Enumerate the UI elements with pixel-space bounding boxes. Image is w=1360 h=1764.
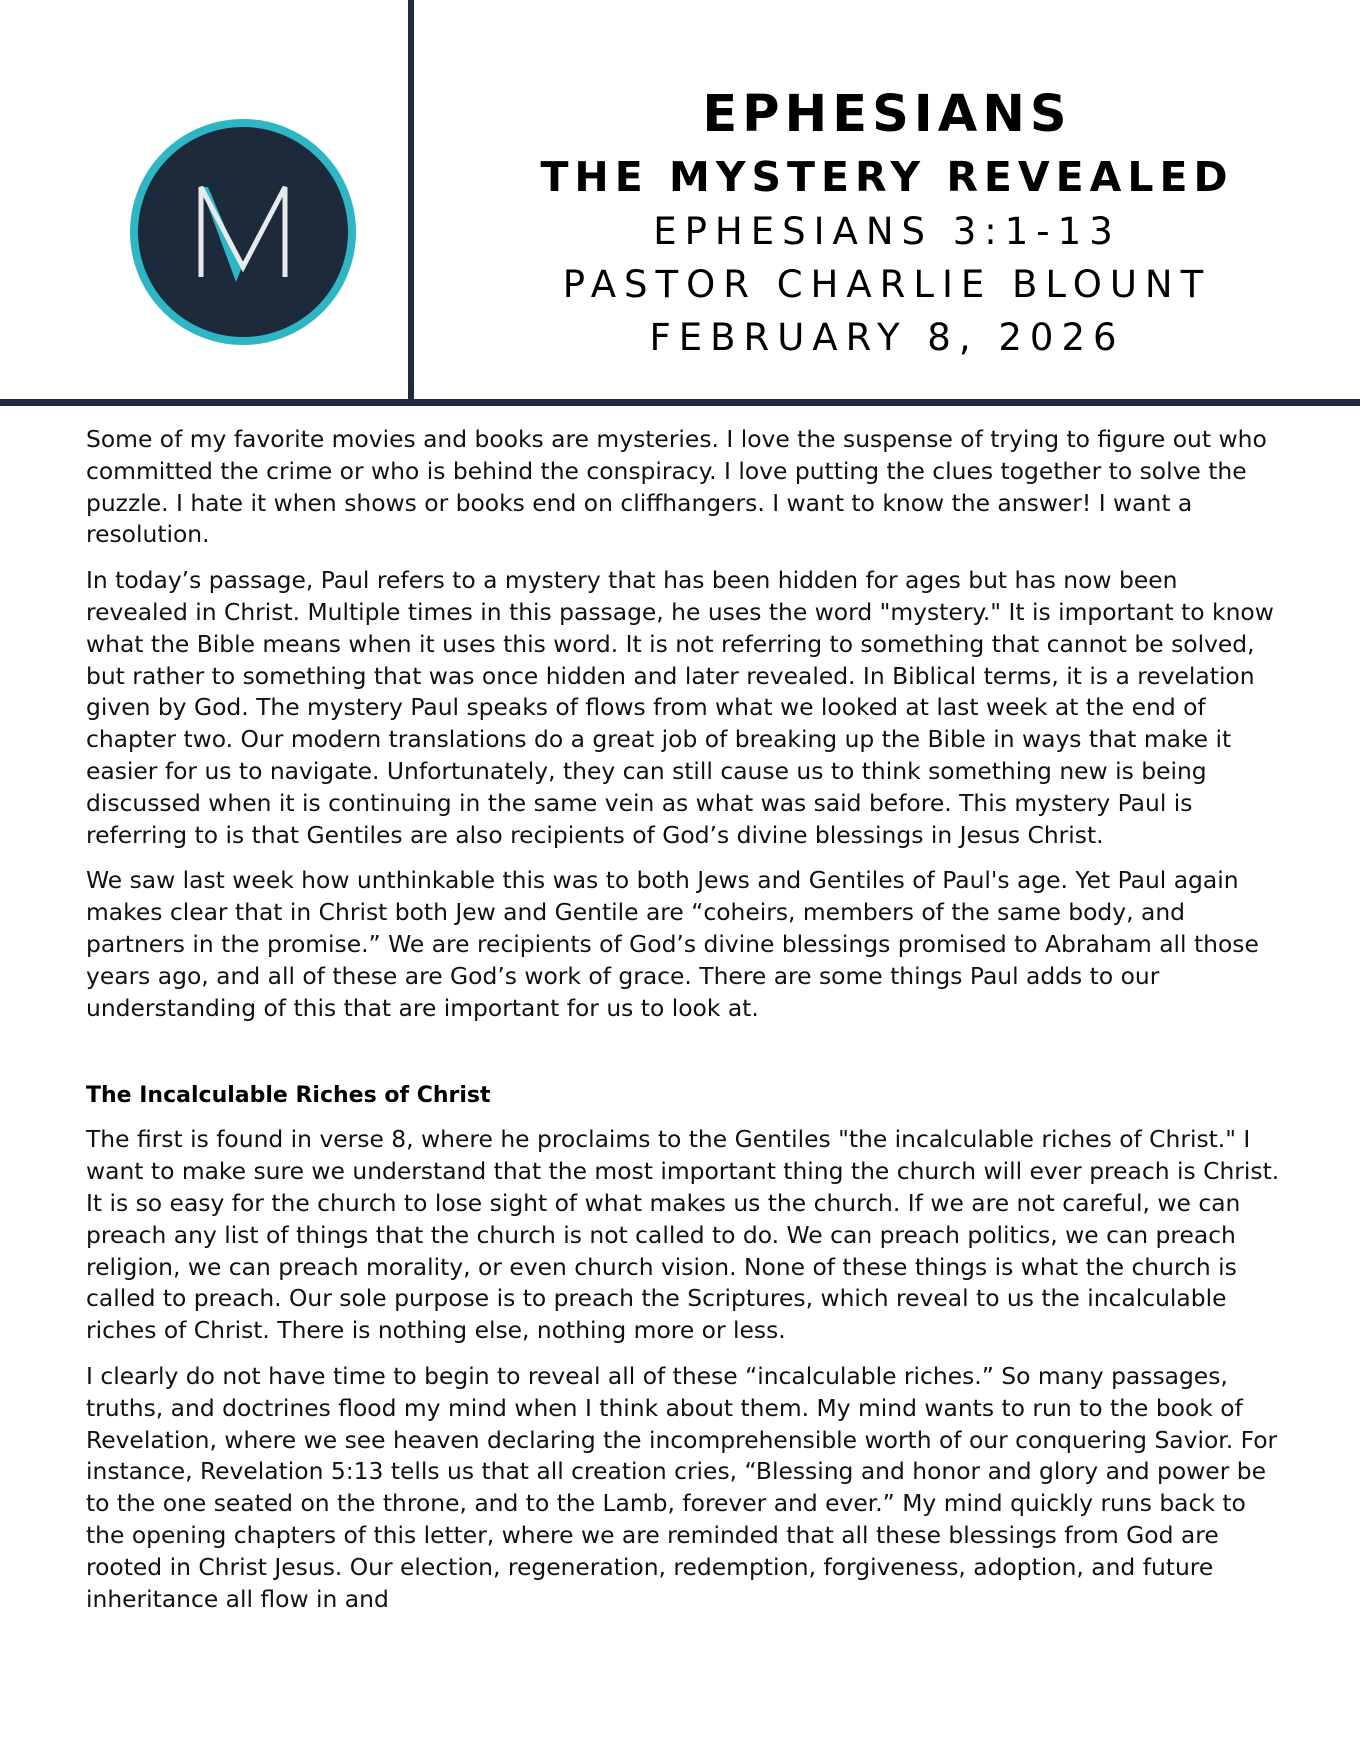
sermon-header [0,0,1360,400]
horizontal-divider [0,399,1360,406]
sermon-body [86,424,1286,1629]
paragraph-2: In today’s passage, Paul refers to a mystery that has been hidden for ages but has now been revealed in Christ. Multiple times in this passage, he uses the word "mystery." It is important to know what the Bible means when it uses this word. It is not referring to something that cannot be solved, but rather to something that was once hidden and later revealed. In Biblical terms, it is a revelation given by God. The mystery Paul speaks of flows from what we looked at last week at the end of chapter two. Our modern translations do a great job of breaking up the Bible in ways that make it easier for us to navigate. Unfortunately, they can still cause us to think something new is being discussed when it is continuing in the same vein as what was said before. This mystery Paul is referring to is that Gentiles are also recipients of God’s divine blessings in Jesus Christ. [86,566,1274,849]
sermon-date: FEBRUARY 8, 2026 [649,316,1125,359]
section-heading: The Incalculable Riches of Christ [86,1083,491,1109]
title-block [414,80,1360,364]
paragraph-5: I clearly do not have time to begin to reveal all of these “incalculable riches.” So many passages, truths, and doctrines flood my mind when I think about them. My mind wants to run to the book of Revelation, where we see heaven declaring the incomprehensible worth of our conquering Savior. For instance, Revelation 5:13 tells us that all creation cries, “Blessing and honor and glory and power be to the one seated on the throne, and to the Lamb, forever and ever.” My mind quickly runs back to the opening chapters of this letter, where we are reminded that all these blessings from God are rooted in Christ Jesus. Our election, regeneration, redemption, forgiveness, adoption, and future inheritance all flow in and [86,1361,1278,1613]
sermon-title: THE MYSTERY REVEALED [540,153,1234,201]
m-logo-icon [128,117,358,347]
paragraph-1: Some of my favorite movies and books are mysteries. I love the suspense of trying to figure out who committed the crime or who is behind the conspiracy. I love putting the clues together to solve the puzzle. I hate it when shows or books end on cliffhangers. I want to know the answer! I want a resolution. [86,425,1267,549]
series-title: EPHESIANS [702,85,1072,144]
paragraph-3: We saw last week how unthinkable this was to both Jews and Gentiles of Paul's age. Yet Paul again makes clear that in Christ both Jew and Gentile are “coheirs, members of the same body, and partners in the promise.” We are recipients of God’s divine blessings promised to Abraham all those years ago, and all of these are God’s work of grace. There are some things Paul adds to our understanding of this that are important for us to look at. [86,866,1259,1022]
church-logo [128,117,358,347]
scripture-reference: EPHESIANS 3:1-13 [653,210,1121,253]
paragraph-4: The first is found in verse 8, where he proclaims to the Gentiles "the incalculable riches of Christ." I want to make sure we understand that the most important thing the church will ever preach is Christ. It is so easy for the church to lose sight of what makes us the church. If we are not careful, we can preach any list of things that the church is not called to do. We can preach politics, we can preach religion, we can preach morality, or even church vision. None of these things is what the church is called to preach. Our sole purpose is to preach the Scriptures, which reveal to us the incalculable riches of Christ. There is nothing else, nothing more or less. [86,1125,1280,1345]
pastor-name: PASTOR CHARLIE BLOUNT [562,263,1212,306]
